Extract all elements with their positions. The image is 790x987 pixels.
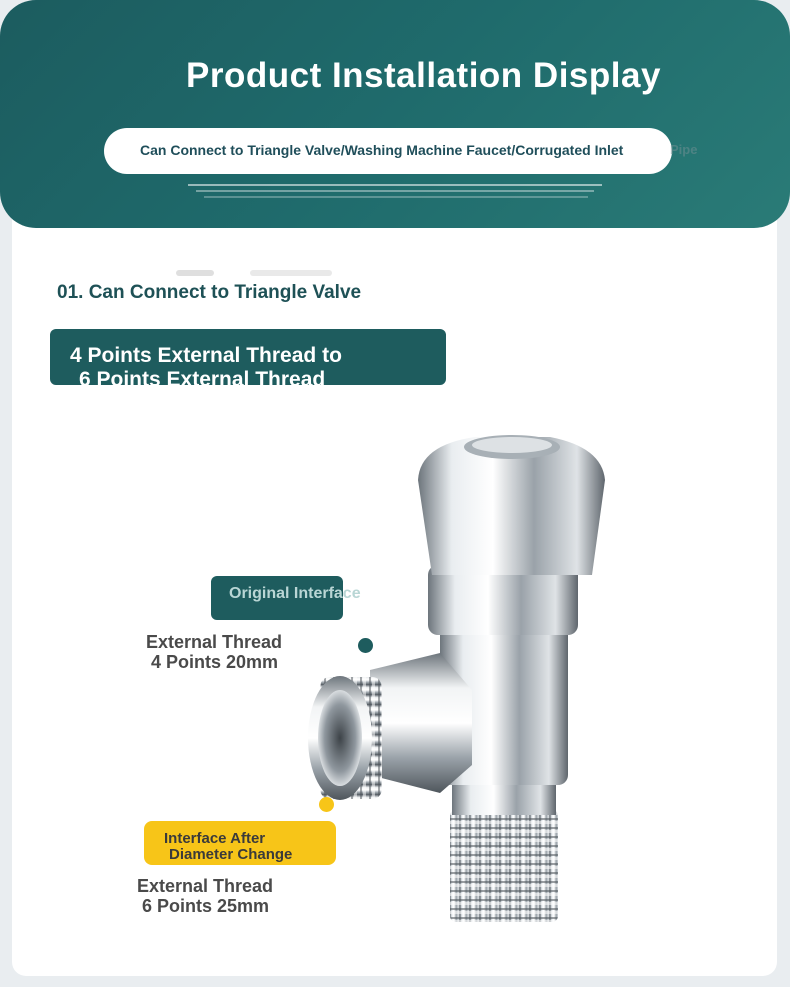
section-title: 01. Can Connect to Triangle Valve (57, 282, 362, 303)
original-interface-label: Original Interface (229, 585, 361, 602)
after-label-line-1: Interface After (164, 830, 266, 847)
angle-valve-image (300, 425, 620, 935)
blurred-mark (176, 270, 214, 276)
subtitle-pill (104, 128, 672, 174)
after-label-line-2: Diameter Change (169, 846, 293, 863)
header-banner (0, 0, 790, 228)
after-interface-marker (319, 797, 334, 812)
page-title: Product Installation Display (186, 56, 661, 95)
original-spec-line-1: External Thread (146, 632, 283, 652)
after-spec-line-2: 6 Points 25mm (142, 896, 270, 916)
blurred-mark (250, 270, 332, 276)
after-spec-line-1: External Thread (137, 876, 274, 896)
banner-line-2: 6 Points External Thread (79, 368, 326, 385)
banner-line-1: 4 Points External Thread to (70, 344, 342, 367)
fine-print-line (204, 196, 588, 198)
original-spec (146, 632, 282, 672)
after-interface-tag (144, 821, 336, 865)
fine-print-line (188, 184, 602, 186)
original-spec-line-2: 4 Points 20mm (151, 652, 279, 672)
fine-print-line (196, 190, 594, 192)
subtitle-tail: Pipe (670, 142, 698, 157)
subtitle-text: Can Connect to Triangle Valve/Washing Machine Faucet/Corrugated Inlet (140, 142, 624, 158)
thread-banner (50, 329, 446, 385)
after-spec (137, 876, 273, 916)
original-interface-marker (358, 638, 373, 653)
